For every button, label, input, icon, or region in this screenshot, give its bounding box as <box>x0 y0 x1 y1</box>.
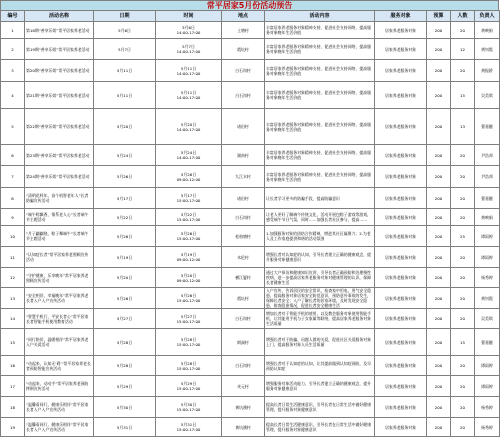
cell-target: 居家养老服务对象 <box>375 82 427 109</box>
col-header-lead: 负责人 <box>475 11 500 22</box>
cell-place: 松柏塘村 <box>222 226 265 247</box>
cell-date: 5月17日 <box>94 188 156 209</box>
cell-target: 居家养老服务对象 <box>375 109 427 145</box>
cell-time: 5月6日 14:00-17:00 <box>156 22 222 39</box>
cell-no: 2 <box>1 39 25 60</box>
cell-budget: 200 <box>427 109 451 145</box>
cell-budget: 200 <box>427 22 451 39</box>
cell-activity-name: 第24期“善享乐娱”常平居家养老活动 <box>25 166 94 188</box>
cell-lead: 曹嘉醒 <box>475 109 500 145</box>
cell-time: 5月22日 15:00-17:00 <box>156 209 222 226</box>
cell-time: 5月20日 14:00-17:00 <box>156 109 222 145</box>
cell-no: 8 <box>1 188 25 209</box>
cell-target: 居家养老服务对象 <box>375 356 427 376</box>
cell-people: 15 <box>451 82 475 109</box>
cell-activity-name: 第22期“善享乐娱”常平居家养老活动 <box>25 109 94 145</box>
col-header-target: 服务对象 <box>375 11 427 22</box>
cell-place: 朗洞村 <box>222 329 265 356</box>
cell-activity-name: “端午粽飘香，情系老人心”长者端午节主题活动 <box>25 209 94 226</box>
cell-activity-name: 第20期“善享乐娱”常平居家养老活动 <box>25 60 94 82</box>
cell-people: 13 <box>451 109 475 145</box>
cell-target: 居家养老服务对象 <box>375 226 427 247</box>
table-row <box>1 145 500 166</box>
cell-content: 通过大户探访和健康知识宣讲，引导长者正确预防和处理慢性疾病，进一步提高居家养老服务对象对健康管理的认识，保障长者健康生活 <box>265 268 375 288</box>
cell-target: 居家养老服务对象 <box>375 309 427 329</box>
cell-activity-name: 第23期“善享乐娱”常平居家养老活动 <box>25 145 94 166</box>
cell-activity-name: “守护健康，乐享晚年”常平居家养老照顾宣传活动 <box>25 268 94 288</box>
cell-no: 3 <box>1 60 25 82</box>
cell-place: 白石岗村 <box>222 82 265 109</box>
cell-date: 5月11日 <box>94 82 156 109</box>
cell-activity-name: “安全相伴，幸福晚年”常平居家养老长者入户入户宣传活动 <box>25 288 94 309</box>
cell-activity-name: 第18期“善享乐娱”常平居家养老活动 <box>25 22 94 39</box>
col-header-date: 日期 <box>94 11 156 22</box>
cell-people: 12 <box>451 39 475 60</box>
cell-budget: 200 <box>427 82 451 109</box>
cell-lead: 吴美琪 <box>475 82 500 109</box>
cell-activity-name: “月子翩翩绕，粽子舞端午”长者端午节主题活动 <box>25 226 94 247</box>
cell-lead: 谭雨婷 <box>475 226 500 247</box>
cell-date: 5月26日 <box>94 226 156 247</box>
cell-budget: 200 <box>427 418 451 437</box>
table-row <box>1 22 500 39</box>
cell-date: 5月26日 <box>94 288 156 309</box>
cell-content: 让长者学习更多的防骗手段，提高防骗意识 <box>265 188 375 209</box>
table-row <box>1 166 500 188</box>
cell-budget: 200 <box>427 145 451 166</box>
cell-activity-name: “温馨看同行，健康乐相伴”常平居家长者入户入户宣传活动 <box>25 418 94 437</box>
cell-target: 居家养老服务对象 <box>375 145 427 166</box>
cell-place: 九江水村 <box>222 166 265 188</box>
table-row <box>1 247 500 268</box>
cell-target: 居家养老服务对象 <box>375 22 427 39</box>
cell-budget: 200 <box>427 60 451 82</box>
cell-lead: 尹浩邦 <box>475 145 500 166</box>
cell-activity-name: “智慧手机行，平安长者心”常平居家长者智能手机使用教育活动 <box>25 309 94 329</box>
cell-budget: 200 <box>427 166 451 188</box>
table-row <box>1 60 500 82</box>
cell-content: 入户宣传，告诉居民的安全常识，检查家中用电、用气安全隐患，提高服务对象居家安全防范意识，预防意外事故的发生，保障长者安全；入户了解长者的居家环境，及时发现安全隐患，排查隐患情况，促进长者安全健康生活 <box>265 288 375 309</box>
cell-time: 5月24日 14:00-17:00 <box>156 145 222 166</box>
cell-date: 5月29日 <box>94 376 156 397</box>
cell-no: 5 <box>1 109 25 145</box>
cell-budget: 200 <box>427 397 451 418</box>
cell-time: 5月27日 15:00-17:00 <box>156 309 222 329</box>
cell-place: 麦元村 <box>222 376 265 397</box>
cell-target: 居家养老服务对象 <box>375 288 427 309</box>
cell-content: 丰富居家养老服务对象精神支持，促进社会支持网络，提高服务对象晚年生活价值 <box>265 22 375 39</box>
cell-people: 20 <box>451 356 475 376</box>
cell-no: 17 <box>1 376 25 397</box>
cell-people: 20 <box>451 376 475 397</box>
cell-date: 5月24日 <box>94 145 156 166</box>
cell-content: 丰富居家养老服务对象精神支持，促进社会支持网络，提高服务对象晚年生活价值 <box>265 60 375 82</box>
cell-budget: 200 <box>427 288 451 309</box>
cell-lead: 黄映娟 <box>475 22 500 39</box>
cell-date: 5月27日 <box>94 309 156 329</box>
cell-time: 5月26日 09:00-12:00 <box>156 166 222 188</box>
cell-activity-name: 第21期“善享乐娱”常平居家养老活动 <box>25 82 94 109</box>
cell-date: 5月28日 <box>94 356 156 376</box>
table-row <box>1 226 500 247</box>
cell-time: 5月20日 09:00-12:00 <box>156 268 222 288</box>
cell-time: 5月26日 15:00-17:00 <box>156 226 222 247</box>
cell-target: 居家养老服务对象 <box>375 329 427 356</box>
cell-content: 增强长者对于防骗、问题人群的关爱，促进社区关爱服务对象上门，提高服务对象人员生活质量 <box>265 329 375 356</box>
cell-budget: 200 <box>427 329 451 356</box>
cell-no: 7 <box>1 166 25 188</box>
cell-place: 白石岗村 <box>222 209 265 226</box>
cell-target: 居家养老服务对象 <box>375 166 427 188</box>
cell-lead: 杨秀婷 <box>475 268 500 288</box>
cell-budget: 200 <box>427 39 451 60</box>
cell-people: 15 <box>451 329 475 356</box>
cell-people: 20 <box>451 288 475 309</box>
cell-target: 居家养老服务对象 <box>375 39 427 60</box>
cell-date: 5月20日 <box>94 268 156 288</box>
col-header-budget: 预算 <box>427 11 451 22</box>
cell-date: 5月11日 <box>94 60 156 82</box>
cell-place: 木伦村 <box>222 247 265 268</box>
cell-no: 19 <box>1 418 25 437</box>
cell-budget: 200 <box>427 226 451 247</box>
cell-content: 提高长者日常生活健康意识，引导长者在日常生活中做好健康管理，提升服务对象健康意识 <box>265 397 375 418</box>
cell-activity-name: “动起来，认知无‘碍’”常平居家养老长者预防智能宣传活动 <box>25 356 94 376</box>
cell-activity-name: “认知症长者”常平居家养老照顾宣传活动 <box>25 247 94 268</box>
cell-content: 增强长者对于认知症的认知，让其提前做到认知症预防，及早预防认知症 <box>265 356 375 376</box>
col-header-name: 活动名称 <box>25 11 94 22</box>
cell-lead: 谭雨婷 <box>475 247 500 268</box>
cell-content: 提高长者日常生活健康意识，引导长者在日常生活中做好健康管理，提升服务对象健康意识 <box>265 418 375 437</box>
cell-place: 黄坑澳村 <box>222 418 265 437</box>
cell-place: 土塘村 <box>222 22 265 39</box>
cell-no: 15 <box>1 329 25 356</box>
cell-place: 诸田村 <box>222 109 265 145</box>
cell-lead: 杨秀婷 <box>475 397 500 418</box>
table-row <box>1 309 500 329</box>
cell-time: 5月11日 14:00-17:00 <box>156 82 222 109</box>
cell-no: 18 <box>1 397 25 418</box>
cell-people: 20 <box>451 60 475 82</box>
table-row <box>1 376 500 397</box>
cell-date: 5月31日 <box>94 418 156 437</box>
cell-no: 16 <box>1 356 25 376</box>
cell-people: 20 <box>451 22 475 39</box>
cell-budget: 200 <box>427 376 451 397</box>
cell-place: 横江厦村 <box>222 268 265 288</box>
cell-content: 丰富居家养老服务对象精神支持，促进社会支持网络，提高服务对象晚年生活价值 <box>265 39 375 60</box>
page-title: 常平居家5月份活动预告 <box>0 0 499 10</box>
cell-people: 20 <box>451 247 475 268</box>
cell-time: 5月31日 15:00-17:00 <box>156 418 222 437</box>
cell-lead: 黄映娟 <box>475 209 500 226</box>
cell-people: 20 <box>451 418 475 437</box>
cell-target: 居家养老服务对象 <box>375 60 427 82</box>
cell-time: 5月26日 15:00-17:00 <box>156 288 222 309</box>
cell-no: 1 <box>1 22 25 39</box>
table-row <box>1 418 500 437</box>
cell-activity-name: “动起来，动动手”常平居家养老预防摔倒宣传活动 <box>25 376 94 397</box>
header-row <box>1 11 500 22</box>
cell-target: 居家养老服务对象 <box>375 188 427 209</box>
cell-budget: 200 <box>427 268 451 288</box>
cell-lead: 吴美琪 <box>475 309 500 329</box>
cell-no: 12 <box>1 268 25 288</box>
activity-table <box>0 10 500 437</box>
cell-people: 20 <box>451 397 475 418</box>
table-row <box>1 397 500 418</box>
cell-target: 居家养老服务对象 <box>375 376 427 397</box>
cell-place: 白石岗村 <box>222 356 265 376</box>
cell-target: 居家养老服务对象 <box>375 397 427 418</box>
cell-date: 5月30日 <box>94 397 156 418</box>
table-row <box>1 329 500 356</box>
col-header-people: 人数 <box>451 11 475 22</box>
cell-time: 5月19日 09:00-12:00 <box>156 247 222 268</box>
cell-budget: 200 <box>427 247 451 268</box>
cell-lead: 杨秀婷 <box>475 418 500 437</box>
table-row <box>1 288 500 309</box>
cell-content: 丰富居家养老服务对象精神支持，促进社会支持网络，提高服务对象晚年生活价值 <box>265 166 375 188</box>
cell-time: 5月28日 15:00-17:00 <box>156 356 222 376</box>
cell-place: 诸田村 <box>222 188 265 209</box>
cell-content: 丰富居家养老服务对象精神支持，促进社会支持网络，提高服务对象晚年生活价值 <box>265 145 375 166</box>
cell-place: 霞坑村 <box>222 39 265 60</box>
cell-activity-name: “清明花样年，奋个机智老年人”长者防骗宣传活动 <box>25 188 94 209</box>
cell-people: 25 <box>451 226 475 247</box>
cell-lead: 谭雨婷 <box>475 376 500 397</box>
cell-place: 白石岗村 <box>222 60 265 82</box>
table-row <box>1 188 500 209</box>
cell-budget: 200 <box>427 188 451 209</box>
cell-content: 1.加强服务对象的团结合作精神，增进其社区凝聚力；2.为老人及工作家庭提供和谐的活动氛围 <box>265 226 375 247</box>
cell-target: 居家养老服务对象 <box>375 247 427 268</box>
cell-lead: 黄钊霞 <box>475 288 500 309</box>
cell-place: 霞坑村 <box>222 288 265 309</box>
table-row <box>1 82 500 109</box>
cell-target: 居家养老服务对象 <box>375 418 427 437</box>
col-header-no: 编号 <box>1 11 25 22</box>
cell-target: 居家养老服务对象 <box>375 209 427 226</box>
cell-lead: 谭雨婷 <box>475 356 500 376</box>
cell-date: 5月26日 <box>94 166 156 188</box>
cell-lead: 黄振娇 <box>475 60 500 82</box>
cell-no: 13 <box>1 288 25 309</box>
cell-target: 居家养老服务对象 <box>375 268 427 288</box>
cell-time: 5月29日 15:00-17:00 <box>156 376 222 397</box>
cell-activity-name: “同行陪伴，温暖相伴”常平居家养老入户关爱活动 <box>25 329 94 356</box>
cell-people: 20 <box>451 188 475 209</box>
cell-activity-name: “温馨看同行，健康乐相伴”常平居家长者入户入户宣传活动 <box>25 397 94 418</box>
cell-content: 丰富居家养老服务对象精神支持，促进社会支持网络，提高服务对象晚年生活价值 <box>265 82 375 109</box>
cell-lead: 黄钊霞 <box>475 39 500 60</box>
cell-lead: 尹浩邦 <box>475 166 500 188</box>
cell-people: 20 <box>451 268 475 288</box>
cell-date: 5月19日 <box>94 247 156 268</box>
cell-content: 增加长者对于智能手机的使用，以及教会服务对象使用智能手机，让其能用手机与子女家属等联络，提高居家养老服务对象生活质量 <box>265 309 375 329</box>
cell-date: 5月7日 <box>94 39 156 60</box>
cell-people: 20 <box>451 309 475 329</box>
cell-people: 20 <box>451 209 475 226</box>
table-row <box>1 356 500 376</box>
cell-time: 5月17日 15:00-17:00 <box>156 188 222 209</box>
cell-place: 白石岗村 <box>222 309 265 329</box>
cell-people: 20 <box>451 145 475 166</box>
col-header-place: 地点 <box>222 11 265 22</box>
cell-date: 5月28日 <box>94 329 156 356</box>
cell-budget: 200 <box>427 209 451 226</box>
cell-content: 增强服务对象活动能力，引导长者建立正确的健康观念，提升服务对象健康意识 <box>265 376 375 397</box>
cell-date: 5月22日 <box>94 209 156 226</box>
cell-activity-name: 第19期“善享乐娱”常平居家养老活动 <box>25 39 94 60</box>
col-header-time: 时间 <box>156 11 222 22</box>
cell-place: 黄坑澳村 <box>222 397 265 418</box>
table-row <box>1 39 500 60</box>
cell-budget: 200 <box>427 356 451 376</box>
cell-no: 11 <box>1 247 25 268</box>
table-body <box>1 22 500 437</box>
cell-no: 6 <box>1 145 25 166</box>
cell-date: 5月6日 <box>94 22 156 39</box>
cell-lead: 曹嘉醒 <box>475 329 500 356</box>
cell-time: 5月7日 14:00-17:00 <box>156 39 222 60</box>
cell-time: 5月28日 15:00-17:00 <box>156 329 222 356</box>
cell-place: 湖南村 <box>222 145 265 166</box>
cell-people: 20 <box>451 166 475 188</box>
table-row <box>1 268 500 288</box>
cell-no: 14 <box>1 309 25 329</box>
table-row <box>1 209 500 226</box>
cell-no: 9 <box>1 209 25 226</box>
cell-time: 5月11日 14:00-17:00 <box>156 60 222 82</box>
cell-budget: 200 <box>427 309 451 329</box>
cell-no: 4 <box>1 82 25 109</box>
table-row <box>1 109 500 145</box>
cell-lead: 曹嘉醒 <box>475 188 500 209</box>
col-header-content: 活动内容 <box>265 11 375 22</box>
cell-content: 丰富居家养老服务对象精神支持，促进社会支持网络，提高服务对象晚年生活价值 <box>265 109 375 145</box>
cell-time: 5月30日 15:00-17:00 <box>156 397 222 418</box>
cell-content: 让老人更好了解端午传统文化，活动开展包粽子游戏等游戏，感受端午节日气氛，同时……加强长者社区参与，提高…… <box>265 209 375 226</box>
cell-date: 5月20日 <box>94 109 156 145</box>
cell-no: 10 <box>1 226 25 247</box>
cell-content: 增强长者对认知症的认知，引导长者建立正确的健康观念，提升服务对象健康意识 <box>265 247 375 268</box>
